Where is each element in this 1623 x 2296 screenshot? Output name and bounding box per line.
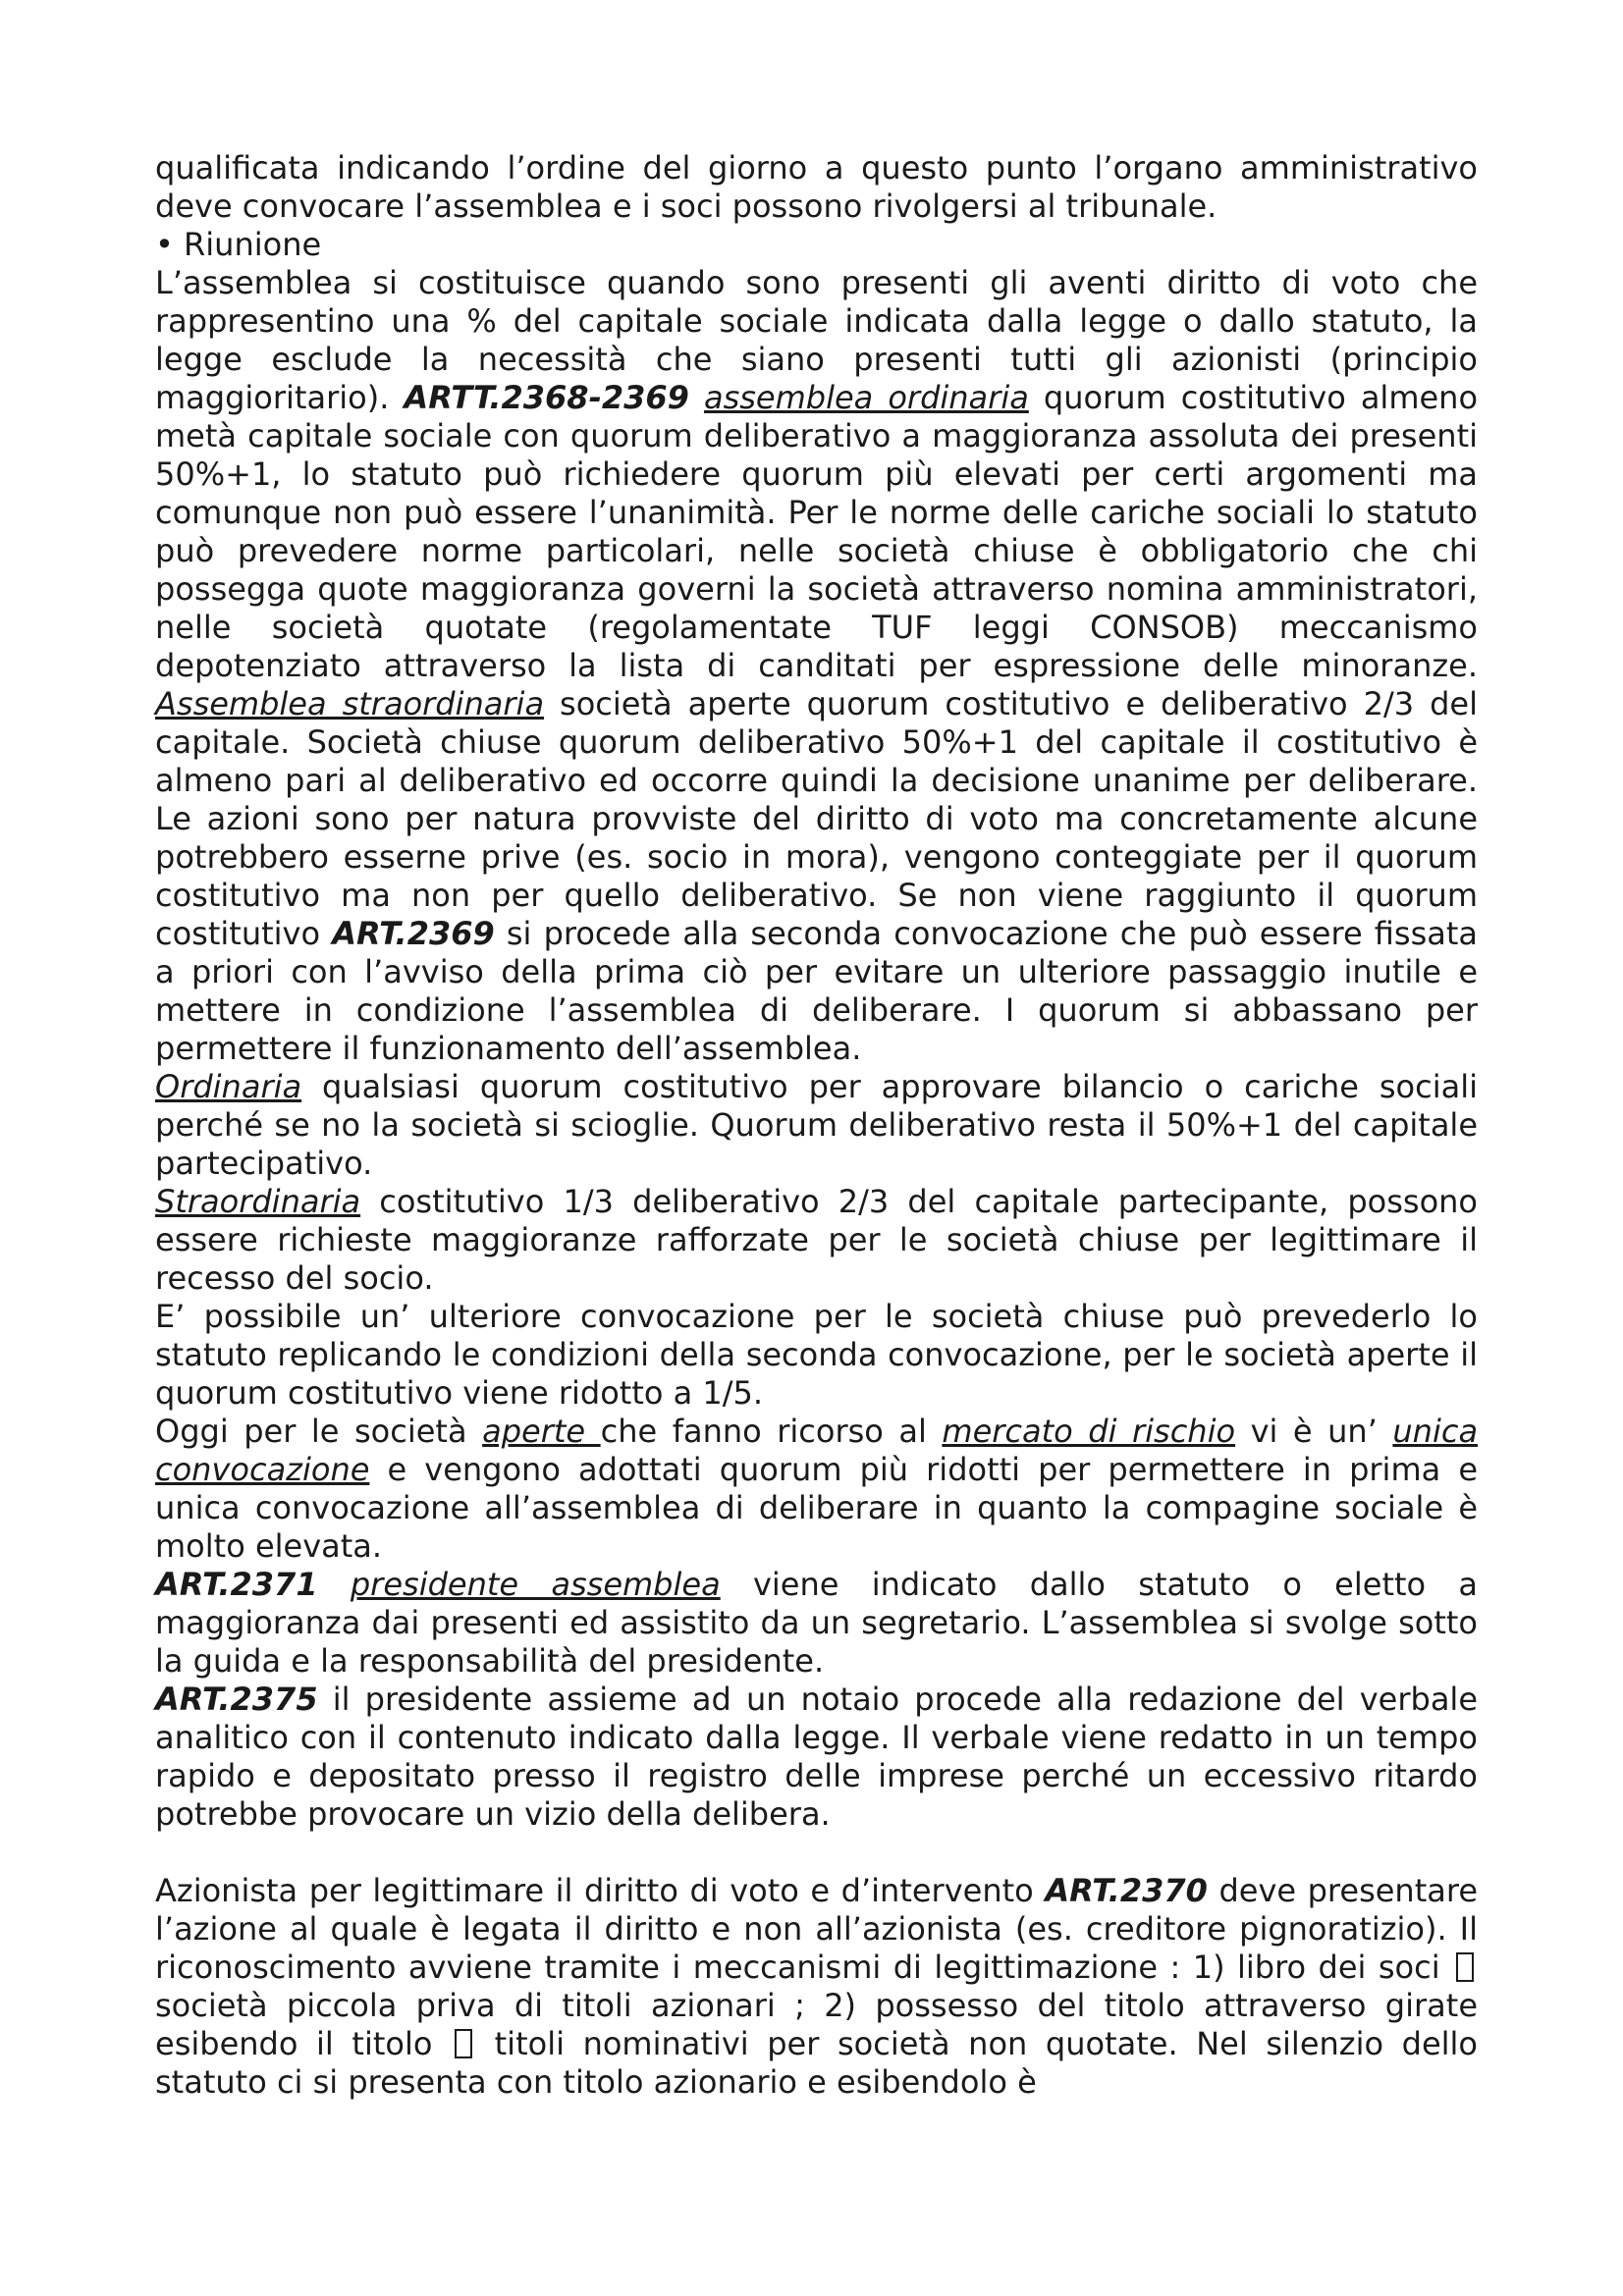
paragraph-presidente xyxy=(155,1566,1478,1681)
paragraph-costituzione xyxy=(155,264,1478,1068)
text-span: il presidente assieme ad un notaio procede alla redazione del verbale analitico con il contenuto indicato dalla legge. Il verbale viene redatto in un tempo rapido e depositato presso il registro delle imprese perché un eccessivo ritardo potrebbe provocare un vizio della delibera. xyxy=(155,1681,1478,1833)
paragraph-verbale xyxy=(155,1681,1478,1834)
article-reference: ARTT.2368-2369 xyxy=(404,379,689,416)
paragraph-ulteriore-convocazione: E’ possibile un’ ulteriore convocazione per le società chiuse può prevederlo lo statuto replicando le condizioni della seconda convocazione, per le società aperte il quorum costitutivo viene ridotto a 1/5. xyxy=(155,1298,1478,1412)
paragraph-legittimazione xyxy=(155,1872,1478,2102)
article-reference: ART.2371 xyxy=(155,1566,318,1603)
underlined-term: unica convocazione xyxy=(155,1413,1479,1488)
text-span: viene indicato dallo statuto o eletto a maggioranza dai presenti ed assistito da un segretario. L’assemblea si svolge sotto la guida e la responsabilità del presidente. xyxy=(155,1566,1479,1680)
paragraph-unica-convocazione xyxy=(155,1413,1478,1566)
paragraph-straordinaria xyxy=(155,1183,1478,1298)
text-span: società aperte quorum costitutivo e deliberativo 2/3 del capitale. Società chiuse quorum deliberativo 50%+1 del capitale il costitutivo è almeno pari al deliberativo ed occorre quindi la decisione unanime per deliberare. Le azioni sono per natura provviste del diritto di voto ma concretamente alcune potrebbero esserne prive (es. socio in mora), vengono conteggiate per il quorum costitutivo ma non per quello deliberativo. Se non viene raggiunto il quorum costitutivo xyxy=(155,685,1479,952)
underlined-term: Straordinaria xyxy=(155,1183,361,1220)
article-reference: ART.2369 xyxy=(332,915,495,952)
missing-glyph-icon xyxy=(455,2029,472,2058)
text-span: L’assemblea si costituisce quando sono presenti gli aventi diritto di voto che rappresentino una % del capitale sociale indicata dalla legge o dallo statuto, la legge esclude la necessità che siano presenti tutti gli azionisti (principio maggioritario). xyxy=(155,264,1478,416)
text-span: quorum costitutivo almeno metà capitale sociale con quorum deliberativo a maggioranza assoluta dei presenti 50%+1, lo statuto può richiedere quorum più elevati per certi argomenti ma comunque non può essere l’unanimità. Per le norme delle cariche sociali lo statuto può prevedere norme particolari, nelle società chiuse è obbligatorio che chi possegga quote maggioranza governi la società attraverso nomina amministratori, nelle società quotate (regolamentate TUF leggi CONSOB) meccanismo depotenziato attraverso la lista di canditati per espressione delle minoranze. xyxy=(155,379,1479,684)
paragraph-ordinaria xyxy=(155,1068,1478,1183)
text-span: Azionista per legittimare il diritto di voto e d’intervento xyxy=(155,1872,1046,1909)
underlined-term: aperte xyxy=(482,1413,601,1450)
text-span: che fanno ricorso al xyxy=(600,1413,943,1450)
text-span: deve presentare l’azione al quale è legata il diritto e non all’azionista (es. creditore pignoratizio). Il riconoscimento avviene tramite i meccanismi di legittimazione : 1) libro dei soci xyxy=(155,1872,1479,1986)
text-span: costitutivo 1/3 deliberativo 2/3 del capitale partecipante, possono essere richieste maggioranze rafforzate per le società chiuse per legittimare il recesso del socio. xyxy=(155,1183,1478,1297)
text-span: qualsiasi quorum costitutivo per approvare bilancio o cariche sociali perché se no la società si scioglie. Quorum deliberativo resta il 50%+1 del capitale partecipativo. xyxy=(155,1068,1478,1182)
missing-glyph-icon xyxy=(1456,1952,1474,1982)
article-reference: ART.2375 xyxy=(155,1681,318,1718)
bullet-riunione: • Riunione xyxy=(155,226,322,263)
document-page xyxy=(155,149,1478,2102)
underlined-term: Ordinaria xyxy=(155,1068,302,1105)
text-span: titoli nominativi per società non quotate. Nel silenzio dello statuto ci si presenta con titolo azionario e esibendolo è xyxy=(155,2025,1479,2101)
underlined-term: presidente assemblea xyxy=(350,1566,721,1603)
underlined-term: assemblea ordinaria xyxy=(703,379,1029,416)
text-span: si procede alla seconda convocazione che può essere fissata a priori con l’avviso della prima ciò per evitare un ulteriore passaggio inutile e mettere in condizione l’assemblea di deliberare. I quorum si abbassano per permettere il funzionamento dell’assemblea. xyxy=(155,915,1479,1067)
text-span: vi è un’ xyxy=(1235,1413,1393,1450)
text-span: Oggi per le società xyxy=(155,1413,483,1450)
article-reference: ART.2370 xyxy=(1045,1872,1208,1909)
paragraph-convocazione-end: qualificata indicando l’ordine del giorno a questo punto l’organo amministrativo deve convocare l’assemblea e i soci possono rivolgersi al tribunale. xyxy=(155,149,1478,225)
underlined-term: Assemblea straordinaria xyxy=(155,685,545,722)
blank-line xyxy=(155,1834,1478,1872)
text-span: e vengono adottati quorum più ridotti per permettere in prima e unica convocazione all’assemblea di deliberare in quanto la compagine sociale è molto elevata. xyxy=(155,1451,1478,1565)
text-span: società piccola priva di titoli azionari ; 2) possesso del titolo attraverso girate esibendo il titolo xyxy=(155,1987,1478,2062)
underlined-term: mercato di rischio xyxy=(942,1413,1236,1450)
